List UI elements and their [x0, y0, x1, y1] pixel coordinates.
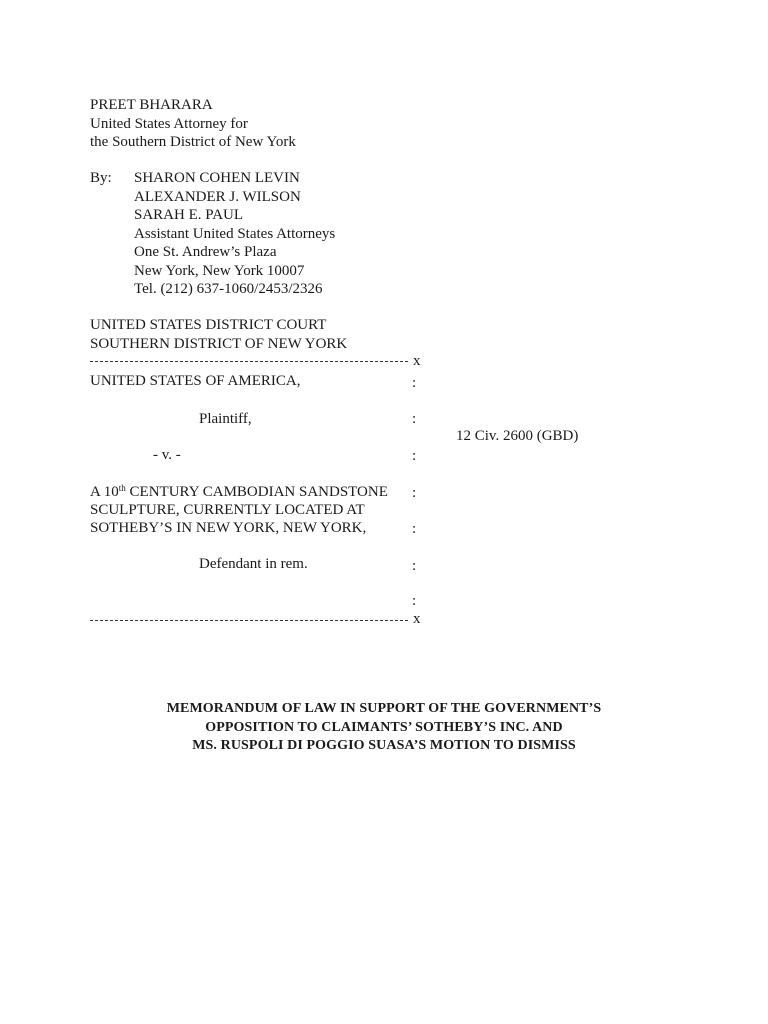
attorney-header [90, 96, 296, 152]
caption-colon-4: : [412, 485, 417, 501]
caption-top-x: x [413, 353, 421, 369]
defendant-line-2: SCULPTURE, CURRENTLY LOCATED AT [90, 502, 365, 518]
case-number: 12 Civ. 2600 (GBD) [456, 428, 579, 444]
defendant-line-1-rest: CENTURY CAMBODIAN SANDSTONE [125, 484, 388, 500]
address-line-1: One St. Andrew’s Plaza [134, 244, 277, 260]
defendant-line-3: SOTHEBY’S IN NEW YORK, NEW YORK, [90, 520, 367, 536]
attorney-title: United States Attorney for [90, 115, 248, 132]
title-line-2: OPPOSITION TO CLAIMANTS’ SOTHEBY’S INC. AND [205, 719, 563, 735]
attorney-line-1: SHARON COHEN LEVIN [134, 170, 300, 186]
plaintiff-role: Plaintiff, [199, 411, 252, 427]
memorandum-title [0, 700, 768, 756]
defendant-prefix: A 10 [90, 484, 119, 500]
caption-bottom-x: x [413, 611, 421, 627]
versus: - v. - [153, 447, 181, 463]
telephone-line: Tel. (212) 637-1060/2453/2326 [134, 281, 323, 297]
caption-colon-7: : [412, 593, 417, 609]
caption-top-rule [90, 361, 408, 362]
plaintiff-name: UNITED STATES OF AMERICA, [90, 373, 301, 389]
by-label: By: [90, 170, 112, 186]
court-district: SOUTHERN DISTRICT OF NEW YORK [90, 335, 348, 352]
attorney-district: the Southern District of New York [90, 134, 296, 150]
attorney-line-4: Assistant United States Attorneys [134, 225, 336, 242]
court-name: UNITED STATES DISTRICT COURT [90, 317, 327, 333]
caption-colon-1: : [412, 375, 417, 391]
attorney-line-2: ALEXANDER J. WILSON [134, 188, 301, 205]
defendant-line-1 [90, 483, 388, 502]
caption-colon-2: : [412, 411, 417, 427]
title-line-1: MEMORANDUM OF LAW IN SUPPORT OF THE GOVERNMENT’S [166, 701, 602, 716]
attorney-line-3: SARAH E. PAUL [134, 207, 244, 223]
defendant-role: Defendant in rem. [199, 556, 308, 572]
caption-colon-6: : [412, 558, 417, 574]
by-block [134, 169, 335, 299]
defendant-ordinal: th [118, 483, 126, 493]
court-header [90, 316, 347, 353]
caption-colon-3: : [412, 448, 417, 464]
caption-bottom-rule [90, 620, 408, 621]
title-line-3: MS. RUSPOLI DI POGGIO SUASA’S MOTION TO DISMISS [192, 738, 576, 753]
attorney-name: PREET BHARARA [90, 97, 213, 113]
address-line-2: New York, New York 10007 [134, 262, 305, 279]
caption-colon-5: : [412, 521, 417, 537]
